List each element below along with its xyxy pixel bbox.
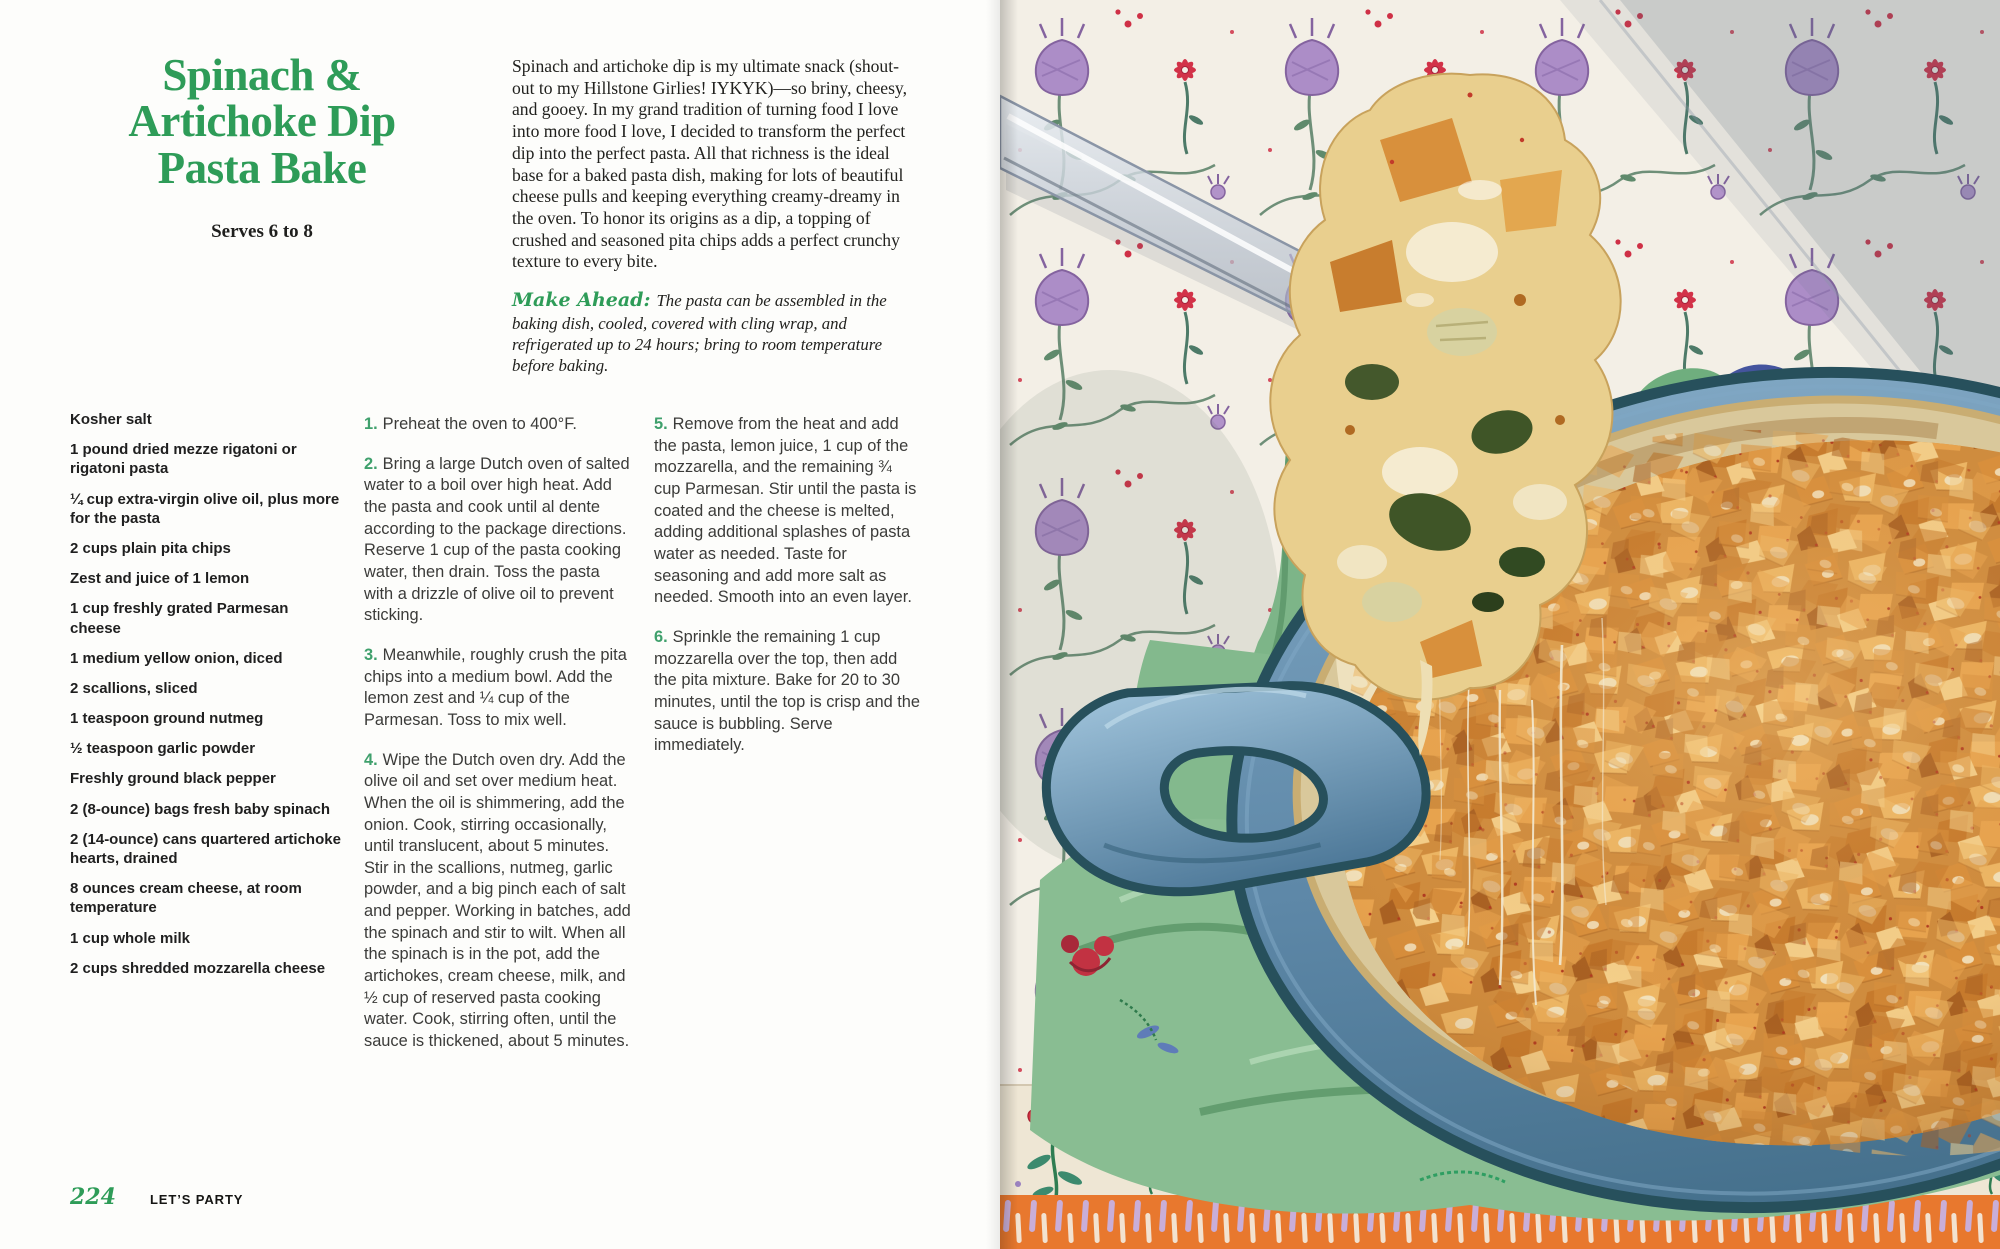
artichoke-heart xyxy=(1427,308,1497,356)
melted-mozzarella xyxy=(1406,222,1498,282)
ingredient-item: 2 scallions, sliced xyxy=(70,679,198,697)
instruction-step xyxy=(364,645,632,732)
step-text: Remove from the heat and add the pasta, lemon juice, 1 cup of the mozzarella, and the remaining ¾ cup Parmesan. Stir until the pasta is coated and the cheese is melted, adding additional splashes of pasta water as needed. Taste for seasoning and add more salt as needed. Smooth into an even layer. xyxy=(654,415,917,607)
ingredient-item: ¼ cup extra-virgin olive oil, plus more for the pasta xyxy=(70,490,340,527)
make-ahead-label: Make Ahead: xyxy=(512,288,651,311)
step-number: 3. xyxy=(364,645,378,664)
step-number: 5. xyxy=(654,415,668,433)
step-number: 1. xyxy=(364,415,378,433)
page-number: 224 xyxy=(70,1184,116,1210)
ingredient-item: 1 pound dried mezze rigatoni or rigatoni pasta xyxy=(70,441,297,478)
instruction-step xyxy=(364,454,632,627)
step-text: Preheat the oven to 400°F. xyxy=(382,415,577,433)
section-label: LET’S PARTY xyxy=(149,1192,244,1207)
step-number: 2. xyxy=(364,454,378,473)
ingredient-item: 1 medium yellow onion, diced xyxy=(70,649,283,667)
instructions-column-1 xyxy=(364,414,632,1071)
step-text: Wipe the Dutch oven dry. Add the olive oil and set over medium heat. When the oil is shimmering, add the onion. Cook, stirring occasionally, until translucent, about 5 minutes. Stir in the scallions, nutmeg, garlic powder, and a big pinch each of salt and pepper. Working in batches, add the spinach and stir to wilt. When all the spinach is in the pot, add the artichokes, cream cheese, milk, and ½ cup of reserved pasta cooking water. Cook, stirring often, until the sauce is thickened, about 5 minutes. xyxy=(364,750,631,1051)
ingredient-item: 1 cup freshly grated Parmesan cheese xyxy=(70,600,289,637)
instruction-step xyxy=(364,750,632,1053)
ingredient-item: 2 cups plain pita chips xyxy=(70,539,231,557)
make-ahead-text: The pasta can be assembled in the baking dish, cooled, covered with cling wrap, and refrigerated up to 24 hours; bring to room temperature before baking. xyxy=(512,290,887,376)
ingredient-item: 2 (14-ounce) cans quartered artichoke hearts, drained xyxy=(70,830,341,867)
ingredient-item: 8 ounces cream cheese, at room temperature xyxy=(70,880,302,917)
recipe-title xyxy=(92,52,432,191)
title-line: Spinach & xyxy=(162,50,362,100)
instructions-column-2 xyxy=(654,414,922,775)
step-number: 4. xyxy=(364,750,378,769)
step-text: Sprinkle the remaining 1 cup mozzarella over the top, then add the pita mixture. Bake for 20 to 30 minutes, until the top is crisp and the sauce is bubbling. Serve immediately. xyxy=(654,627,921,755)
instruction-step xyxy=(364,414,632,436)
instruction-step xyxy=(654,627,922,757)
step-text: Bring a large Dutch oven of salted water to a boil over high heat. Add the pasta and cook until al dente according to the package directions. Reserve 1 cup of the pasta cooking water, then drain. Toss the pasta with a drizzle of olive oil to prevent sticking. xyxy=(364,454,630,625)
step-number: 6. xyxy=(654,627,668,646)
make-ahead-note xyxy=(512,289,918,376)
recipe-header xyxy=(92,52,432,243)
ingredient-item: ½ teaspoon garlic powder xyxy=(70,740,256,758)
page-footer xyxy=(70,1184,243,1210)
ingredient-item: 1 teaspoon ground nutmeg xyxy=(70,710,264,728)
ingredient-item: Kosher salt xyxy=(70,411,152,428)
servings: Serves 6 to 8 xyxy=(211,221,313,243)
ingredients-list xyxy=(70,410,342,989)
title-line: Pasta Bake xyxy=(157,142,367,193)
photo-page xyxy=(1000,0,2000,1249)
ingredient-item: Zest and juice of 1 lemon xyxy=(70,570,250,588)
step-text: Meanwhile, roughly crush the pita chips into a medium bowl. Add the lemon zest and ¼ cup of the Parmesan. Toss to mix well. xyxy=(364,645,627,729)
ingredient-item: Freshly ground black pepper xyxy=(70,770,276,788)
title-line: Artichoke Dip xyxy=(128,96,396,147)
ingredient-item: 2 (8-ounce) bags fresh baby spinach xyxy=(70,800,331,818)
intro-paragraph: Spinach and artichoke dip is my ultimate snack (shout-out to my Hillstone Girlies! IYKYK)—so briny, cheesy, and gooey. In my grand tradition of turning food I love into more food I love, I decided to transform the perfect dip into the perfect pasta. All that richness is the ideal base for a baked pasta dish, making for lots of beautiful cheese pulls and keeping everything creamy-dreamy in the oven. To honor its origins as a dip, a topping of crushed and seasoned pita chips adds a perfect crunchy texture to every bite. xyxy=(512,56,907,272)
instruction-step xyxy=(654,414,922,609)
recipe-photo xyxy=(1000,0,2000,1249)
ingredient-item: 2 cups shredded mozzarella cheese xyxy=(70,959,326,977)
ingredient-item: 1 cup whole milk xyxy=(70,929,191,947)
